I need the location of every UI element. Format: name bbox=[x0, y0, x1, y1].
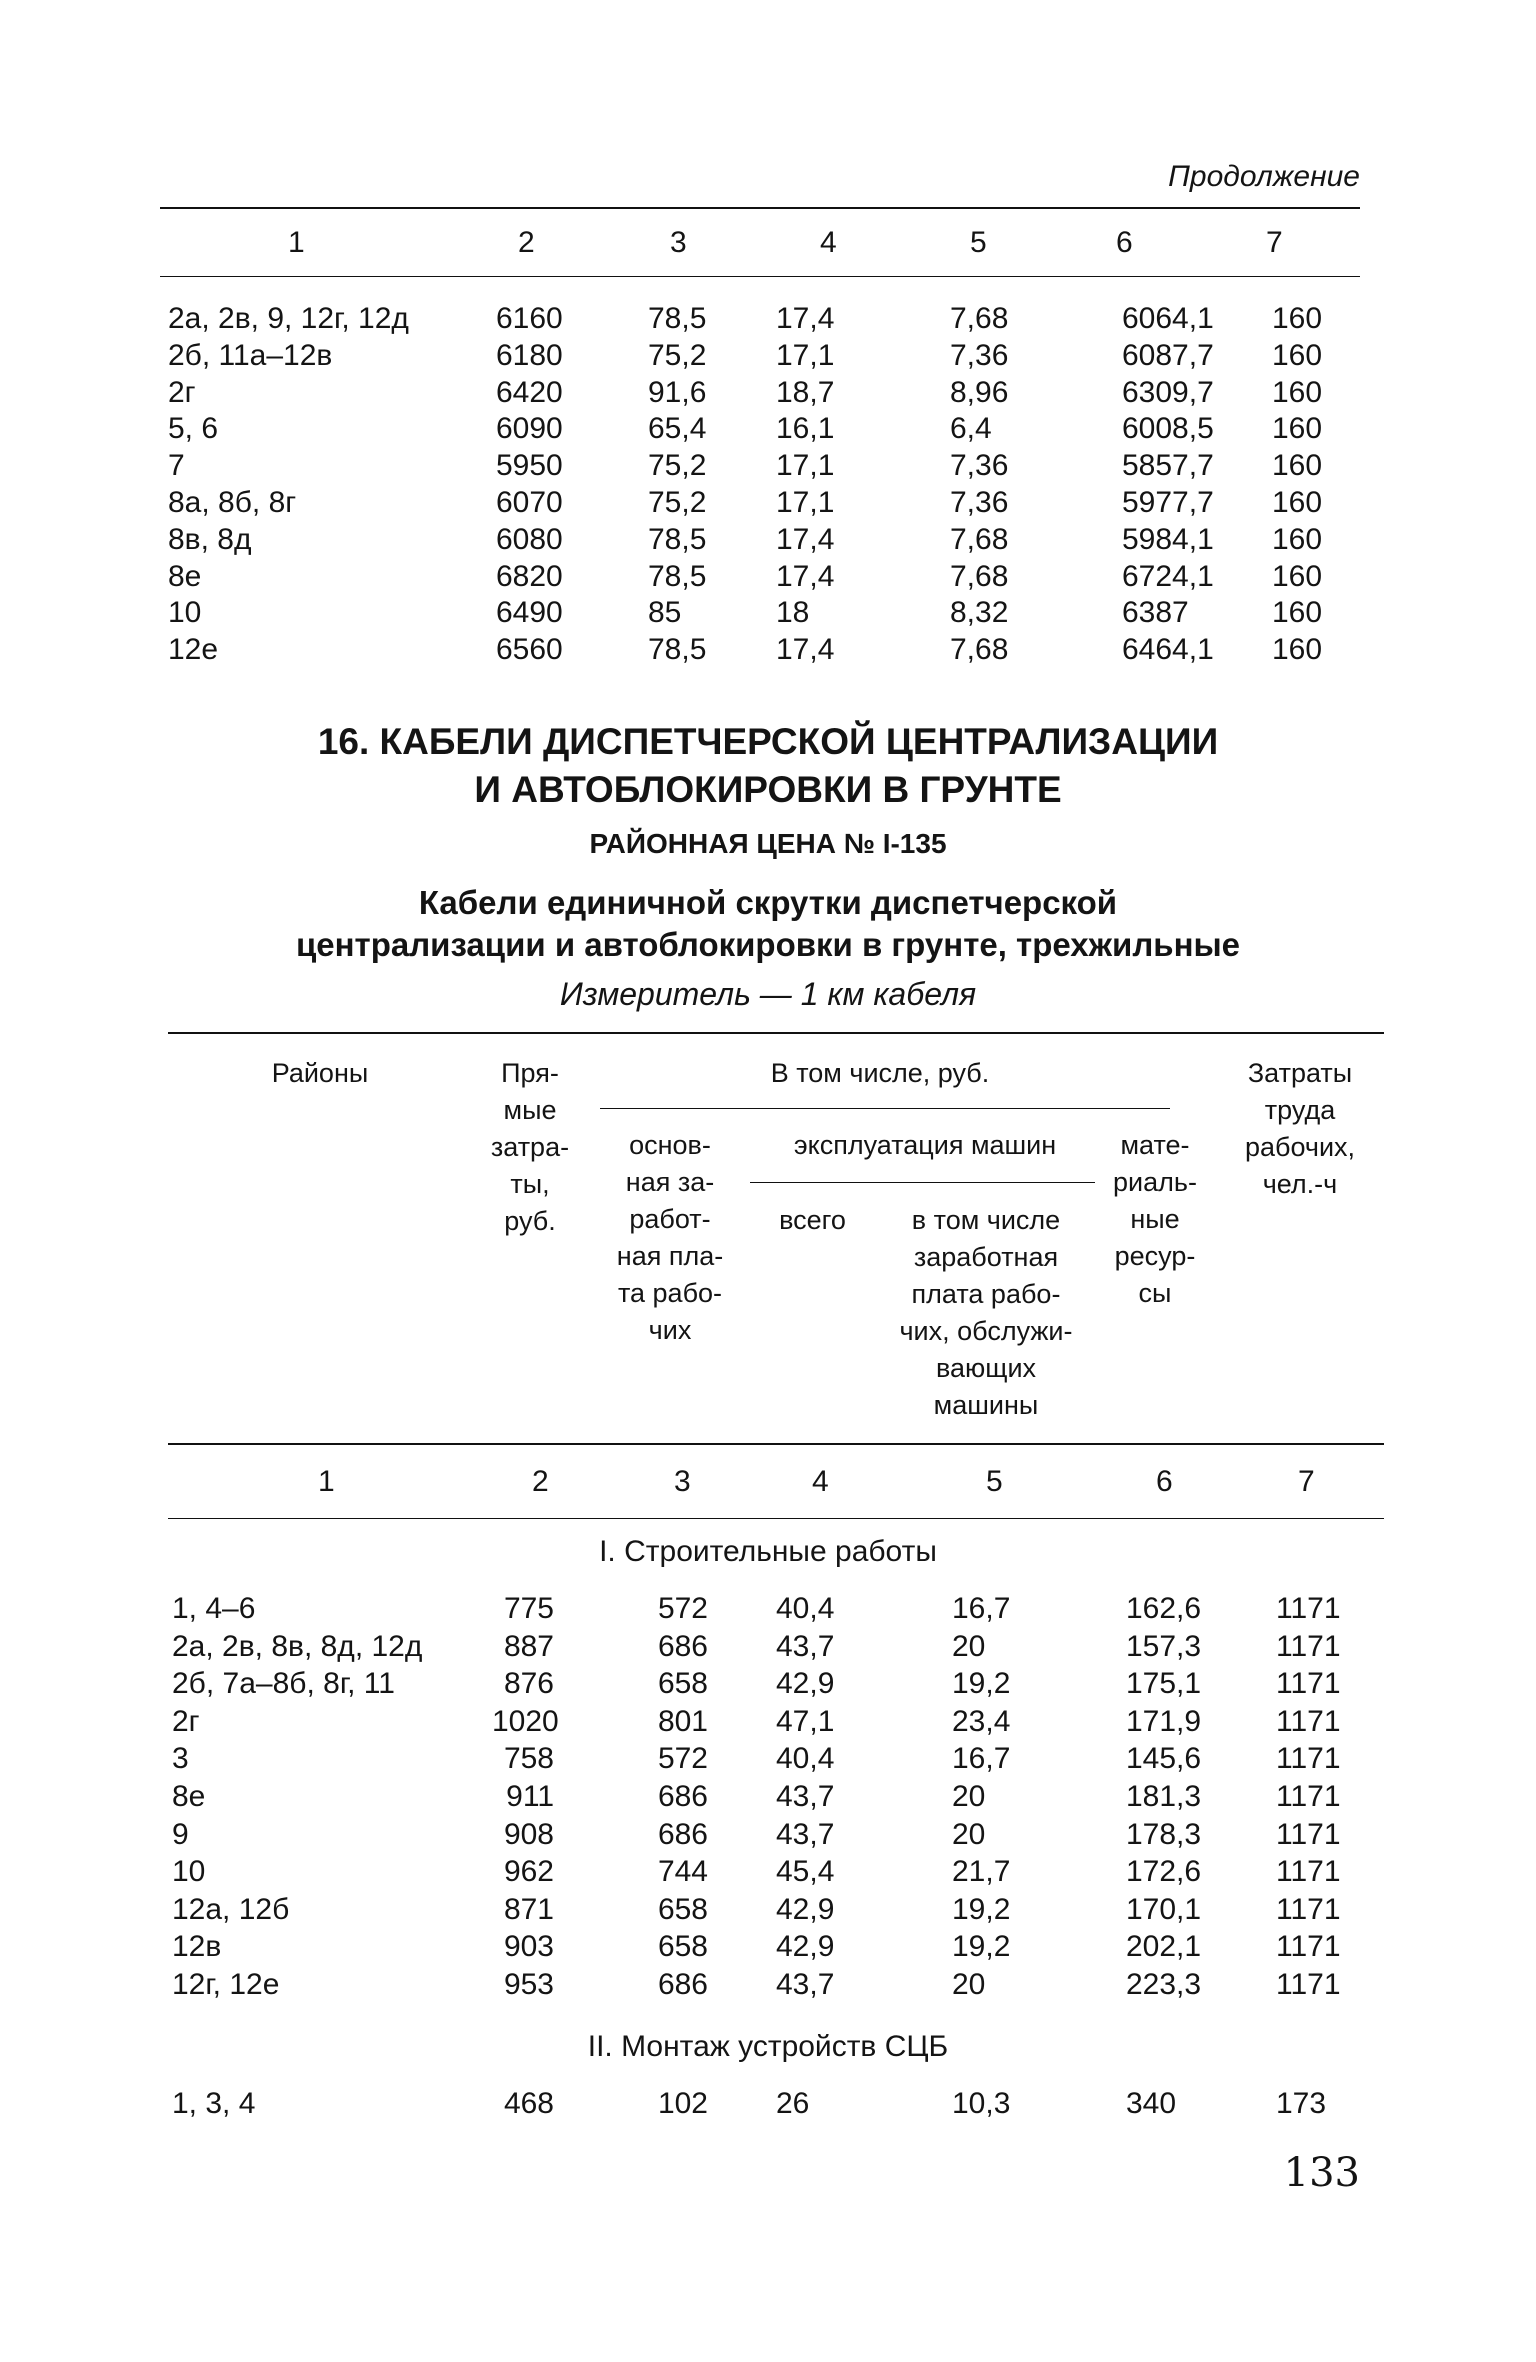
value-cell: 160 bbox=[1272, 633, 1323, 667]
value-cell: 658 bbox=[657, 1892, 708, 1926]
table-row bbox=[0, 2085, 1536, 2122]
table2-header-rule bbox=[168, 1443, 1384, 1445]
value-cell: 468 bbox=[503, 2087, 554, 2120]
region-cell: 3 bbox=[172, 1742, 189, 1776]
value-cell: 6090 bbox=[496, 412, 563, 446]
value-cell: 20 bbox=[952, 1817, 986, 1851]
value-cell: 758 bbox=[503, 1742, 554, 1776]
column-number: 7 bbox=[1298, 1465, 1315, 1498]
column-number: 3 bbox=[674, 1465, 691, 1498]
value-cell: 75,2 bbox=[648, 338, 707, 372]
table2-colnum-rule bbox=[168, 1518, 1384, 1519]
value-cell: 686 bbox=[657, 1780, 708, 1813]
table-row bbox=[0, 1590, 1536, 1627]
region-cell: 7 bbox=[168, 449, 185, 483]
value-cell: 340 bbox=[1126, 2087, 1177, 2120]
table-row bbox=[0, 484, 1536, 521]
value-cell: 686 bbox=[657, 1629, 708, 1663]
value-cell: 5977,7 bbox=[1122, 486, 1214, 519]
value-cell: 1171 bbox=[1276, 1817, 1341, 1851]
value-cell: 7,36 bbox=[950, 449, 1009, 483]
header-labor bbox=[1215, 1055, 1385, 1203]
value-cell: 170,1 bbox=[1126, 1892, 1202, 1926]
header-machine-total: всего bbox=[779, 1205, 846, 1235]
value-cell: 1171 bbox=[1276, 1592, 1341, 1625]
section-title-line1: 16. КАБЕЛИ ДИСПЕТЧЕРСКОЙ ЦЕНТРАЛИЗАЦИИ bbox=[317, 721, 1219, 762]
value-cell: 19,2 bbox=[952, 1667, 1011, 1701]
value-cell: 7,36 bbox=[950, 486, 1009, 519]
header-line: чел.-ч bbox=[1262, 1169, 1338, 1199]
region-cell: 10 bbox=[172, 1855, 206, 1889]
value-cell: 5950 bbox=[496, 449, 563, 483]
value-cell: 160 bbox=[1272, 302, 1323, 335]
table1-top-rule bbox=[160, 207, 1360, 209]
value-cell: 572 bbox=[657, 1592, 708, 1625]
header-line: ресур- bbox=[1114, 1241, 1196, 1271]
region-cell: 2а, 2в, 8в, 8д, 12д bbox=[172, 1629, 423, 1663]
value-cell: 17,4 bbox=[776, 522, 835, 556]
value-cell: 686 bbox=[657, 1817, 708, 1851]
column-number: 7 bbox=[1266, 226, 1283, 259]
value-cell: 42,9 bbox=[776, 1930, 835, 1964]
table-row bbox=[0, 1703, 1536, 1740]
value-cell: 7,68 bbox=[950, 559, 1009, 593]
column-number: 2 bbox=[532, 1465, 549, 1498]
value-cell: 6,4 bbox=[950, 412, 992, 446]
value-cell: 223,3 bbox=[1126, 1968, 1202, 2001]
subtitle-line1: Кабели единичной скрутки диспетчерской bbox=[418, 884, 1118, 921]
value-cell: 17,4 bbox=[776, 302, 835, 335]
table-row bbox=[0, 1628, 1536, 1665]
header-line: сы bbox=[1138, 1278, 1172, 1308]
header-line: ные bbox=[1130, 1204, 1180, 1234]
table-row bbox=[0, 1665, 1536, 1702]
table-row bbox=[0, 1740, 1536, 1777]
value-cell: 6309,7 bbox=[1122, 375, 1214, 409]
subtitle-line2: централизации и автоблокировки в грунте, трехжильные bbox=[295, 926, 1241, 963]
value-cell: 75,2 bbox=[648, 449, 707, 483]
header-line: та рабо- bbox=[617, 1278, 723, 1308]
value-cell: 801 bbox=[657, 1704, 708, 1738]
table-row bbox=[0, 1966, 1536, 2003]
value-cell: 78,5 bbox=[648, 302, 707, 335]
price-title: РАЙОННАЯ ЦЕНА № I-135 bbox=[589, 828, 947, 859]
header-line: плата рабо- bbox=[911, 1279, 1061, 1309]
value-cell: 1171 bbox=[1276, 1780, 1341, 1813]
value-cell: 42,9 bbox=[776, 1667, 835, 1701]
table2-top-rule bbox=[168, 1032, 1384, 1034]
value-cell: 102 bbox=[657, 2087, 708, 2120]
value-cell: 23,4 bbox=[952, 1704, 1011, 1738]
table-row bbox=[0, 558, 1536, 595]
table-row bbox=[0, 1816, 1536, 1853]
value-cell: 160 bbox=[1272, 596, 1323, 630]
region-cell: 2б, 11а–12в bbox=[168, 338, 333, 372]
value-cell: 887 bbox=[503, 1629, 554, 1663]
value-cell: 40,4 bbox=[776, 1742, 835, 1776]
value-cell: 1171 bbox=[1276, 1704, 1341, 1738]
value-cell: 18,7 bbox=[776, 375, 835, 409]
region-cell: 1, 4–6 bbox=[172, 1592, 256, 1625]
continued-label: Продолжение bbox=[1168, 160, 1360, 193]
value-cell: 160 bbox=[1272, 375, 1323, 409]
value-cell: 16,1 bbox=[776, 412, 835, 446]
region-cell: 5, 6 bbox=[168, 412, 219, 446]
value-cell: 1171 bbox=[1276, 1968, 1341, 2001]
value-cell: 658 bbox=[657, 1667, 708, 1701]
value-cell: 19,2 bbox=[952, 1892, 1011, 1926]
value-cell: 65,4 bbox=[648, 412, 707, 446]
value-cell: 20 bbox=[952, 1780, 986, 1813]
header-line: чих, обслужи- bbox=[899, 1316, 1073, 1346]
table-row bbox=[0, 594, 1536, 631]
header-line: Пря- bbox=[501, 1058, 559, 1088]
value-cell: 8,32 bbox=[950, 596, 1009, 630]
value-cell: 6420 bbox=[496, 375, 563, 409]
value-cell: 7,36 bbox=[950, 338, 1009, 372]
region-cell: 8е bbox=[168, 559, 202, 593]
header-including: В том числе, руб. bbox=[770, 1058, 990, 1088]
value-cell: 91,6 bbox=[648, 375, 707, 409]
value-cell: 21,7 bbox=[952, 1855, 1011, 1889]
region-cell: 9 bbox=[172, 1817, 189, 1851]
value-cell: 43,7 bbox=[776, 1629, 835, 1663]
value-cell: 6080 bbox=[496, 522, 563, 556]
region-cell: 12е bbox=[168, 633, 219, 667]
table-row bbox=[0, 1891, 1536, 1928]
column-number: 2 bbox=[518, 226, 535, 259]
page-number: 133 bbox=[1283, 2150, 1360, 2196]
value-cell: 78,5 bbox=[648, 559, 707, 593]
region-cell: 10 bbox=[168, 596, 202, 630]
value-cell: 6387 bbox=[1122, 596, 1189, 630]
value-cell: 6064,1 bbox=[1122, 302, 1214, 335]
region-cell: 12а, 12б bbox=[172, 1892, 290, 1926]
value-cell: 47,1 bbox=[776, 1704, 835, 1738]
table-row bbox=[0, 300, 1536, 337]
value-cell: 744 bbox=[657, 1855, 708, 1889]
header-machine-rule bbox=[750, 1182, 1095, 1183]
value-cell: 160 bbox=[1272, 486, 1323, 519]
value-cell: 6087,7 bbox=[1122, 338, 1214, 372]
value-cell: 871 bbox=[503, 1892, 554, 1926]
value-cell: 160 bbox=[1272, 338, 1323, 372]
value-cell: 78,5 bbox=[648, 522, 707, 556]
value-cell: 20 bbox=[952, 1968, 986, 2001]
table-row bbox=[0, 374, 1536, 411]
value-cell: 160 bbox=[1272, 449, 1323, 483]
value-cell: 7,68 bbox=[950, 633, 1009, 667]
value-cell: 903 bbox=[503, 1930, 554, 1964]
header-line: работ- bbox=[629, 1204, 711, 1234]
value-cell: 6490 bbox=[496, 596, 563, 630]
header-line: вающих bbox=[935, 1353, 1037, 1383]
section-title-line2: И АВТОБЛОКИРОВКИ В ГРУНТЕ bbox=[474, 769, 1062, 810]
value-cell: 1171 bbox=[1276, 1667, 1341, 1701]
header-line: Затраты bbox=[1247, 1058, 1353, 1088]
region-cell: 12в bbox=[172, 1930, 222, 1964]
value-cell: 1020 bbox=[492, 1704, 559, 1738]
table-row bbox=[0, 631, 1536, 668]
value-cell: 953 bbox=[503, 1968, 554, 2001]
value-cell: 6008,5 bbox=[1122, 412, 1214, 446]
value-cell: 17,4 bbox=[776, 633, 835, 667]
value-cell: 172,6 bbox=[1126, 1855, 1202, 1889]
header-including-rule bbox=[600, 1108, 1170, 1109]
region-cell: 2г bbox=[172, 1704, 200, 1738]
value-cell: 876 bbox=[503, 1667, 554, 1701]
value-cell: 7,68 bbox=[950, 302, 1009, 335]
column-number: 5 bbox=[970, 226, 987, 259]
value-cell: 171,9 bbox=[1126, 1704, 1202, 1738]
table-row bbox=[0, 1778, 1536, 1815]
value-cell: 1171 bbox=[1276, 1855, 1341, 1889]
header-direct-costs bbox=[470, 1055, 590, 1240]
header-line: мате- bbox=[1120, 1130, 1190, 1160]
value-cell: 178,3 bbox=[1126, 1817, 1202, 1851]
header-line: основ- bbox=[629, 1130, 711, 1160]
header-line: затра- bbox=[490, 1132, 570, 1162]
value-cell: 75,2 bbox=[648, 486, 707, 519]
value-cell: 157,3 bbox=[1126, 1629, 1202, 1663]
header-line: чих bbox=[648, 1315, 692, 1345]
value-cell: 202,1 bbox=[1126, 1930, 1202, 1964]
measure-unit: Измеритель — 1 км кабеля bbox=[559, 976, 977, 1012]
column-number: 5 bbox=[986, 1465, 1003, 1498]
value-cell: 85 bbox=[648, 596, 682, 630]
region-cell: 2а, 2в, 9, 12г, 12д bbox=[168, 302, 409, 335]
header-materials bbox=[1105, 1127, 1205, 1312]
column-number: 1 bbox=[318, 1465, 335, 1498]
header-line: ты, bbox=[510, 1169, 550, 1199]
value-cell: 6464,1 bbox=[1122, 633, 1214, 667]
header-line: ная за- bbox=[625, 1167, 715, 1197]
header-line: труда bbox=[1264, 1095, 1336, 1125]
value-cell: 1171 bbox=[1276, 1629, 1341, 1663]
value-cell: 6820 bbox=[496, 559, 563, 593]
value-cell: 1171 bbox=[1276, 1930, 1341, 1964]
column-number: 1 bbox=[288, 226, 305, 259]
value-cell: 173 bbox=[1276, 2087, 1327, 2120]
table-row bbox=[0, 1853, 1536, 1890]
region-cell: 8а, 8б, 8г bbox=[168, 486, 297, 519]
value-cell: 78,5 bbox=[648, 633, 707, 667]
header-regions: Районы bbox=[271, 1058, 369, 1088]
region-cell: 1, 3, 4 bbox=[172, 2087, 256, 2120]
value-cell: 162,6 bbox=[1126, 1592, 1202, 1625]
value-cell: 16,7 bbox=[952, 1592, 1011, 1625]
value-cell: 6560 bbox=[496, 633, 563, 667]
region-cell: 12г, 12е bbox=[172, 1968, 280, 2001]
column-number: 4 bbox=[820, 226, 837, 259]
table-row bbox=[0, 447, 1536, 484]
value-cell: 6070 bbox=[496, 486, 563, 519]
header-including-wage bbox=[872, 1202, 1100, 1424]
header-line: ная пла- bbox=[616, 1241, 724, 1271]
region-cell: 8в, 8д bbox=[168, 522, 252, 556]
region-cell: 2г bbox=[168, 375, 196, 409]
value-cell: 572 bbox=[657, 1742, 708, 1776]
value-cell: 6160 bbox=[496, 302, 563, 335]
value-cell: 17,1 bbox=[776, 338, 835, 372]
value-cell: 175,1 bbox=[1126, 1667, 1202, 1701]
value-cell: 908 bbox=[503, 1817, 554, 1851]
header-machine-operation: эксплуатация машин bbox=[793, 1130, 1057, 1160]
value-cell: 686 bbox=[657, 1968, 708, 2001]
table-row bbox=[0, 1928, 1536, 1965]
value-cell: 160 bbox=[1272, 522, 1323, 556]
header-line: руб. bbox=[504, 1206, 556, 1236]
value-cell: 6724,1 bbox=[1122, 559, 1214, 593]
value-cell: 8,96 bbox=[950, 375, 1009, 409]
header-line: в том числе bbox=[911, 1205, 1061, 1235]
column-number: 6 bbox=[1156, 1465, 1173, 1498]
value-cell: 45,4 bbox=[776, 1855, 835, 1889]
header-line: машины bbox=[933, 1390, 1039, 1420]
table-row bbox=[0, 337, 1536, 374]
value-cell: 10,3 bbox=[952, 2087, 1011, 2120]
value-cell: 43,7 bbox=[776, 1817, 835, 1851]
value-cell: 20 bbox=[952, 1629, 986, 1663]
value-cell: 16,7 bbox=[952, 1742, 1011, 1776]
value-cell: 1171 bbox=[1276, 1742, 1341, 1776]
value-cell: 160 bbox=[1272, 412, 1323, 446]
header-line: мые bbox=[503, 1095, 557, 1125]
value-cell: 40,4 bbox=[776, 1592, 835, 1625]
value-cell: 6180 bbox=[496, 338, 563, 372]
table-row bbox=[0, 410, 1536, 447]
value-cell: 19,2 bbox=[952, 1930, 1011, 1964]
value-cell: 962 bbox=[503, 1855, 554, 1889]
value-cell: 17,4 bbox=[776, 559, 835, 593]
value-cell: 43,7 bbox=[776, 1968, 835, 2001]
table1-header-rule bbox=[160, 276, 1360, 277]
value-cell: 7,68 bbox=[950, 522, 1009, 556]
value-cell: 1171 bbox=[1276, 1892, 1341, 1926]
value-cell: 43,7 bbox=[776, 1780, 835, 1813]
value-cell: 775 bbox=[503, 1592, 554, 1625]
header-line: риаль- bbox=[1113, 1167, 1197, 1197]
value-cell: 26 bbox=[776, 2087, 810, 2120]
header-line: заработная bbox=[913, 1242, 1059, 1272]
value-cell: 911 bbox=[506, 1780, 554, 1813]
value-cell: 42,9 bbox=[776, 1892, 835, 1926]
header-basic-wage bbox=[600, 1127, 740, 1349]
value-cell: 17,1 bbox=[776, 486, 835, 519]
value-cell: 160 bbox=[1272, 559, 1323, 593]
column-number: 4 bbox=[812, 1465, 829, 1498]
header-line: рабочих, bbox=[1244, 1132, 1356, 1162]
value-cell: 658 bbox=[657, 1930, 708, 1964]
value-cell: 181,3 bbox=[1126, 1780, 1202, 1813]
table-row bbox=[0, 521, 1536, 558]
value-cell: 17,1 bbox=[776, 449, 835, 483]
region-cell: 2б, 7а–8б, 8г, 11 bbox=[172, 1667, 395, 1701]
column-number: 3 bbox=[670, 226, 687, 259]
region-cell: 8е bbox=[172, 1780, 206, 1813]
value-cell: 145,6 bbox=[1126, 1742, 1202, 1776]
value-cell: 5984,1 bbox=[1122, 522, 1214, 556]
group1-title: I. Строительные работы bbox=[599, 1535, 937, 1568]
value-cell: 18 bbox=[776, 596, 810, 630]
column-number: 6 bbox=[1116, 226, 1133, 259]
value-cell: 5857,7 bbox=[1122, 449, 1214, 483]
group2-title: II. Монтаж устройств СЦБ bbox=[587, 2030, 949, 2063]
